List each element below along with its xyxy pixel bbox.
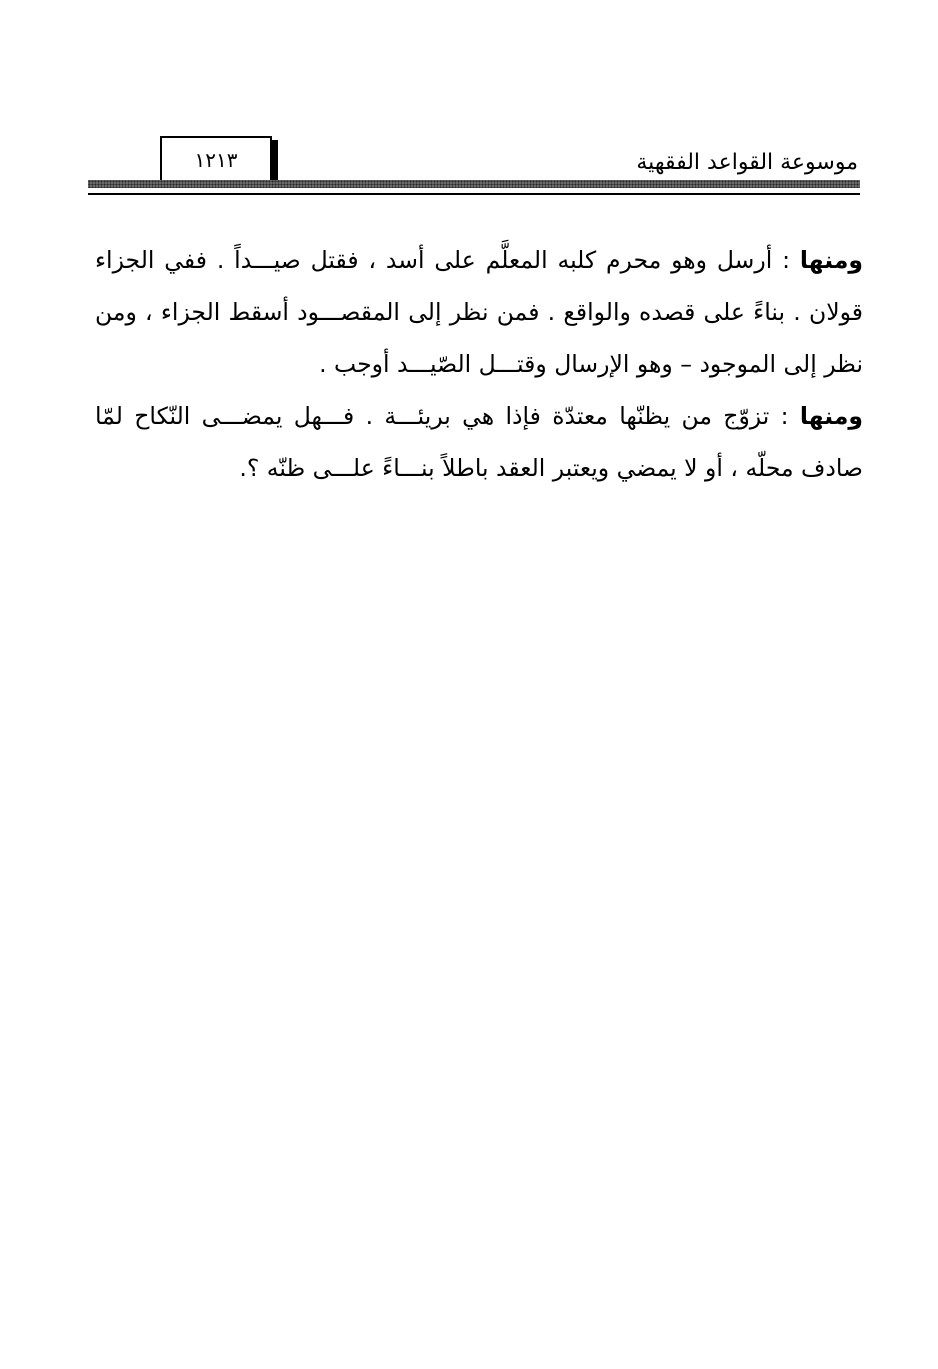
body-text (95, 234, 863, 494)
paragraph-2 (95, 390, 863, 494)
paragraph-text: : أرسل وهو محرم كلبه المعلَّم على أسد ، فقتل صيـــداً . ففي الجزاء قولان . بناءً على قصده والواقع . فمن نظر إلى المقصـــود أسقط الجزاء ، ومن نظر إلى الموجود – وهو الإرسال وقتـــل الصّيـــد أوجب . (95, 246, 863, 378)
paragraph-text: : تزوّج من يظنّها معتدّة فإذا هي بريئـــة . فـــهل يمضـــى النّكاح لمّا صادف محلّه ، أو لا يمضي ويعتبر العقد باطلاً بنـــاءً علـــى ظنّه ؟. (95, 402, 863, 482)
paragraph-lead: ومنها (799, 402, 863, 430)
page-header (88, 136, 860, 196)
paragraph-lead: ومنها (799, 246, 863, 274)
header-solid-rule (88, 193, 860, 195)
book-title: موسوعة القواعد الفقهية (636, 150, 858, 175)
paragraph-1 (95, 234, 863, 390)
page-number: ١٢١٣ (194, 148, 238, 172)
page-number-box (160, 136, 272, 184)
header-dotted-rule (88, 180, 860, 188)
